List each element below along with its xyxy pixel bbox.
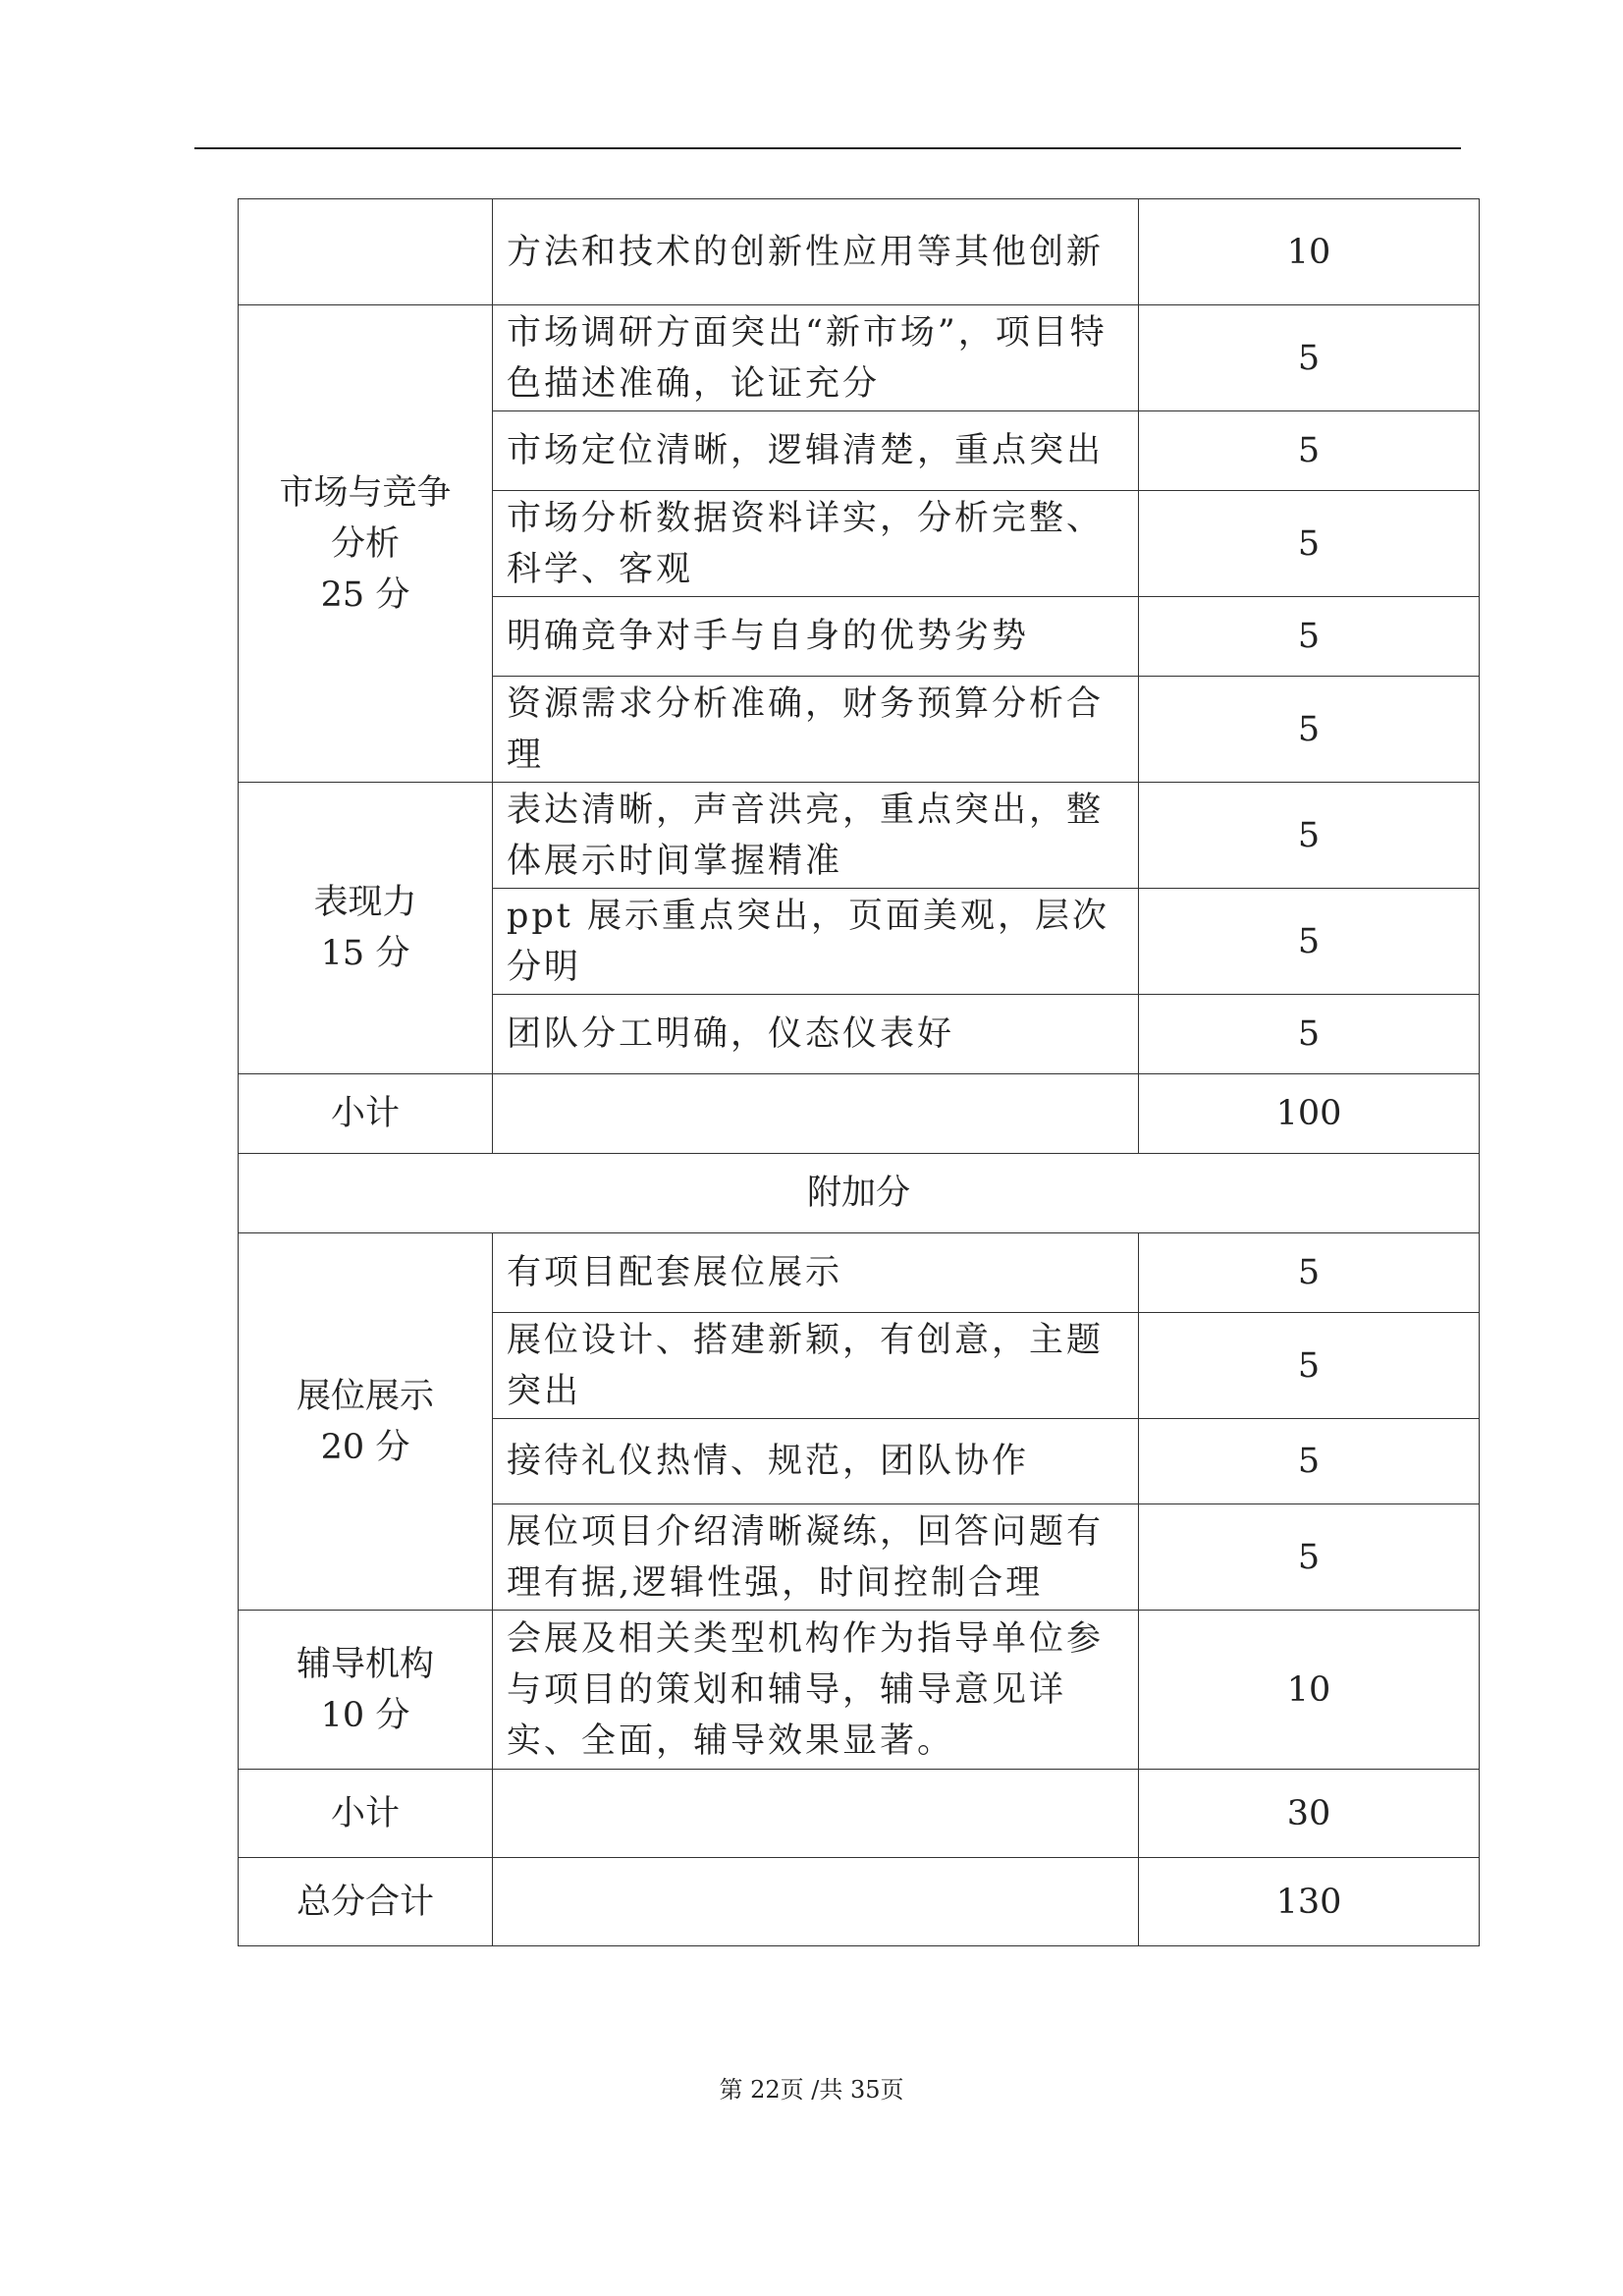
score-cell: 5 [1139,1419,1480,1504]
bonus-header: 附加分 [239,1154,1480,1233]
criterion-cell: 展位项目介绍清晰凝练，回答问题有理有据,逻辑性强，时间控制合理 [493,1504,1139,1611]
category-line: 展位展示 [296,1376,434,1416]
score-cell: 10 [1139,1611,1480,1770]
criterion-cell-empty [493,1858,1139,1946]
category-line: 分析 [330,523,400,564]
score-cell: 5 [1139,411,1480,491]
category-line: 10 分 [320,1695,410,1735]
criterion-cell: 会展及相关类型机构作为指导单位参与项目的策划和辅导，辅导意见详实、全面，辅导效果显著。 [493,1611,1139,1770]
category-cell-empty [239,199,493,305]
table-row [239,305,1480,411]
subtotal-row [239,1770,1480,1858]
category-line: 表现力 [313,883,417,922]
score-cell: 5 [1139,1313,1480,1419]
table-row [239,199,1480,305]
subtotal-score: 100 [1139,1074,1480,1154]
criterion-cell-empty [493,1074,1139,1154]
score-cell: 5 [1139,783,1480,889]
total-score: 130 [1139,1858,1480,1946]
subtotal-score: 30 [1139,1770,1480,1858]
criterion-cell: 方法和技术的创新性应用等其他创新 [493,199,1139,305]
category-line: 20 分 [320,1427,410,1467]
criterion-cell: 接待礼仪热情、规范，团队协作 [493,1419,1139,1504]
score-cell: 5 [1139,995,1480,1074]
subtotal-label: 小计 [239,1770,493,1858]
criterion-cell: ppt 展示重点突出，页面美观，层次分明 [493,889,1139,995]
total-row [239,1858,1480,1946]
category-line: 25 分 [320,574,410,615]
score-cell: 5 [1139,1233,1480,1313]
criterion-cell: 资源需求分析准确，财务预算分析合理 [493,677,1139,783]
category-cell-booth [239,1233,493,1611]
page-footer: 第 22页 /共 35页 [719,2076,904,2104]
score-cell: 5 [1139,677,1480,783]
subtotal-label: 小计 [239,1074,493,1154]
criterion-cell: 市场定位清晰，逻辑清楚，重点突出 [493,411,1139,491]
total-label: 总分合计 [239,1858,493,1946]
header-rule [194,147,1461,149]
category-cell-tutor [239,1611,493,1770]
category-line: 辅导机构 [296,1644,434,1684]
criterion-cell: 表达清晰，声音洪亮，重点突出，整体展示时间掌握精准 [493,783,1139,889]
bonus-header-row [239,1154,1480,1233]
score-cell: 5 [1139,597,1480,677]
criterion-cell: 有项目配套展位展示 [493,1233,1139,1313]
category-cell-expression [239,783,493,1074]
score-cell: 5 [1139,889,1480,995]
score-cell: 5 [1139,1504,1480,1611]
category-cell-market [239,305,493,783]
table-row [239,783,1480,889]
score-cell: 5 [1139,305,1480,411]
category-line: 15 分 [320,934,410,973]
score-cell: 5 [1139,491,1480,597]
table-row [239,1611,1480,1770]
criterion-cell: 团队分工明确，仪态仪表好 [493,995,1139,1074]
score-cell: 10 [1139,199,1480,305]
criterion-cell: 市场分析数据资料详实，分析完整、科学、客观 [493,491,1139,597]
criterion-cell: 展位设计、搭建新颖，有创意，主题突出 [493,1313,1139,1419]
criterion-cell: 市场调研方面突出“新市场”，项目特色描述准确，论证充分 [493,305,1139,411]
criterion-cell-empty [493,1770,1139,1858]
category-line: 市场与竞争 [279,472,452,513]
criterion-cell: 明确竞争对手与自身的优势劣势 [493,597,1139,677]
table-row [239,1233,1480,1313]
subtotal-row [239,1074,1480,1154]
scoring-table [238,198,1480,1946]
